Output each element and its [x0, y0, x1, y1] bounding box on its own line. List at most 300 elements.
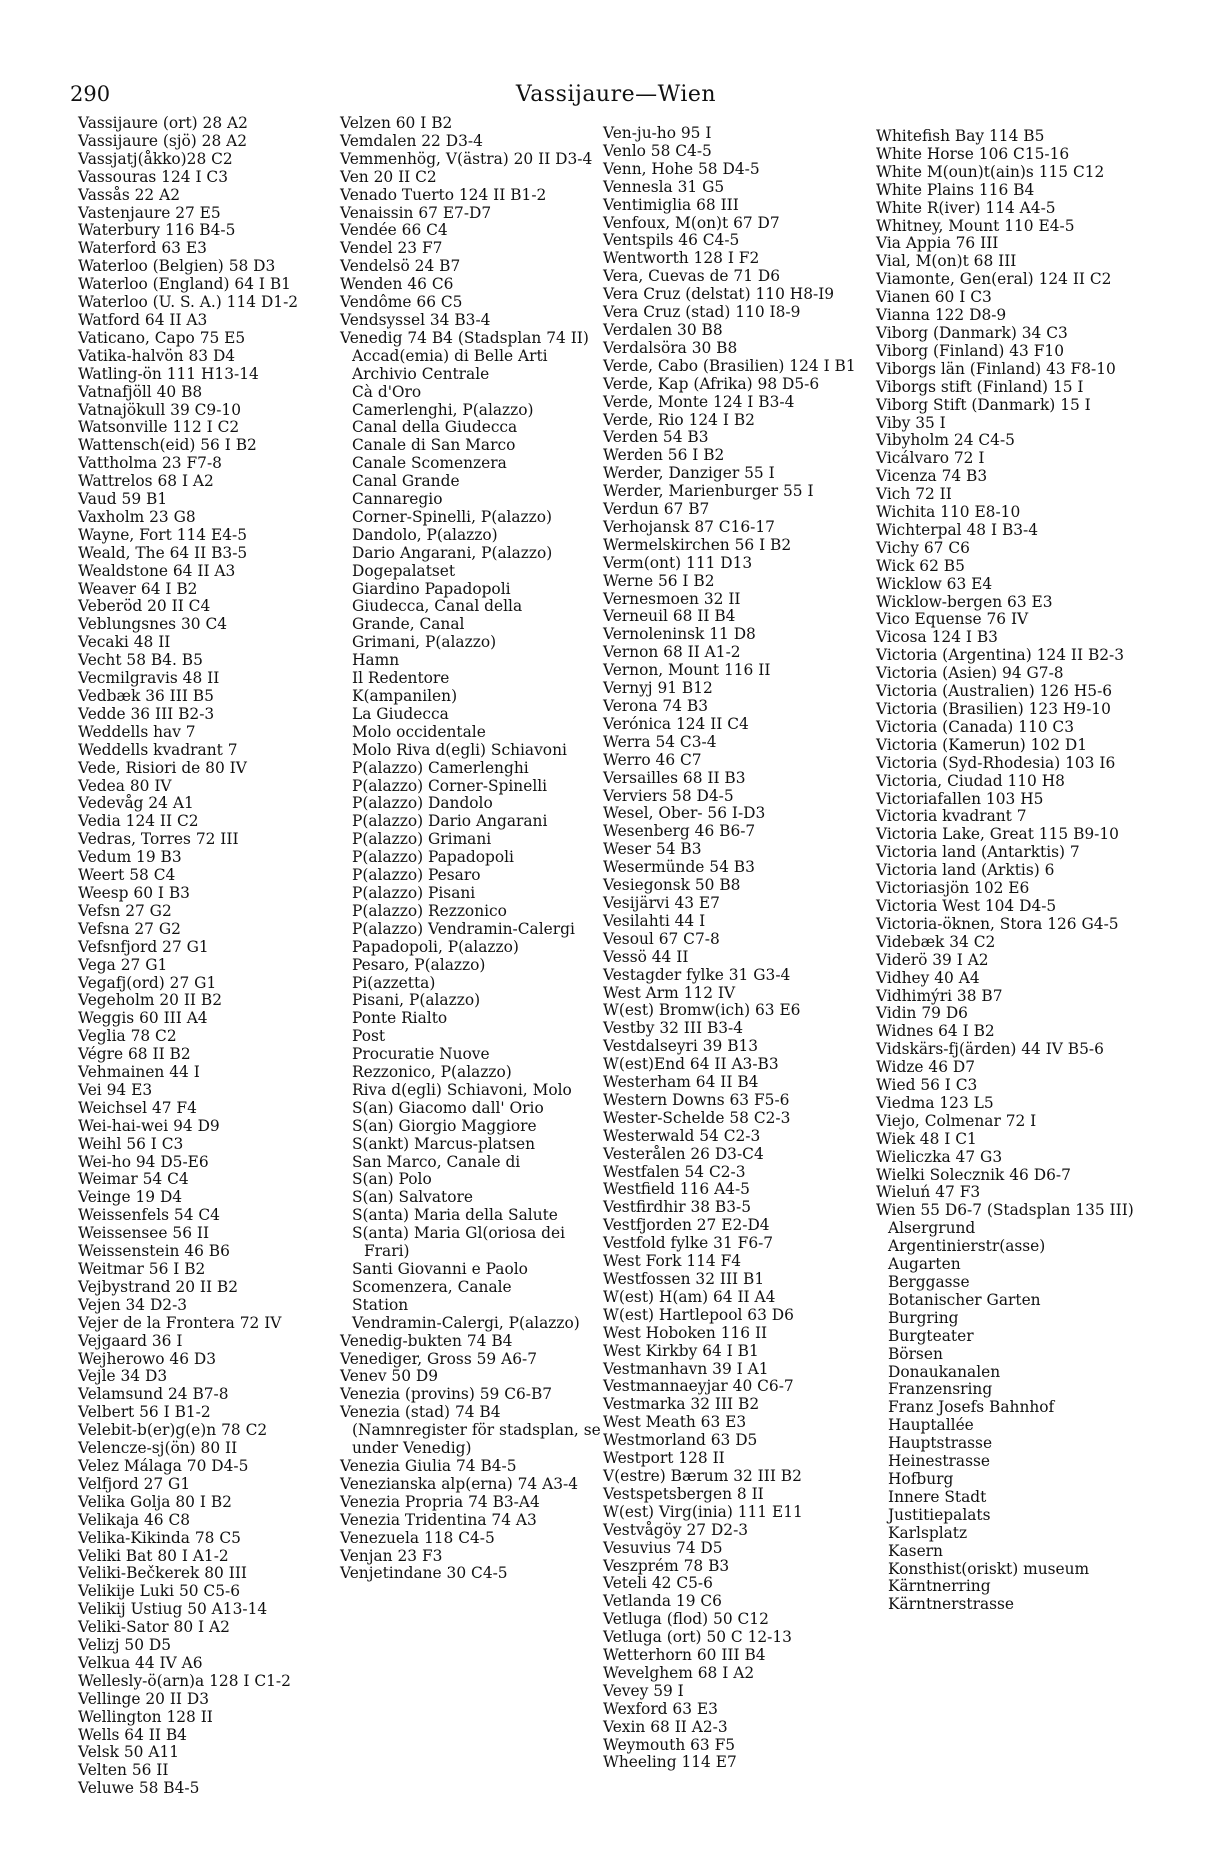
index-entry: Watling-ön 111 H13-14 [78, 364, 259, 383]
index-entry: Westfossen 32 III B1 [603, 1270, 765, 1288]
index-entry: Vassås 22 A2 [78, 185, 181, 204]
index-entry: Vestmanhavn 39 I A1 [603, 1359, 769, 1378]
index-entry: Verdun 67 B7 [603, 500, 710, 519]
index-entry: Weggis 60 III A4 [78, 1009, 208, 1028]
index-entry: West Arm 112 IV [603, 983, 736, 1002]
index-entry: W(est) Bromw(ich) 63 E6 [603, 1001, 801, 1020]
index-entry: Vatnafjöll 40 B8 [78, 382, 203, 401]
index-entry: Vedde 36 III B2-3 [78, 704, 215, 723]
index-entry: Wheeling 114 E7 [603, 1753, 737, 1772]
index-entry: Weddells hav 7 [78, 722, 196, 741]
index-entry: Vattholma 23 F7-8 [78, 454, 222, 473]
index-entry: Vassjatj(åkko)28 C2 [78, 149, 233, 168]
index-entry: Watford 64 II A3 [78, 310, 208, 329]
index-entry: W(est) Virg(inia) 111 E11 [603, 1502, 803, 1521]
index-entry: Viedma 123 L5 [876, 1093, 994, 1112]
index-entry: Vestagder fylke 31 G3-4 [603, 965, 791, 984]
index-entry: Wichita 110 E8-10 [876, 503, 1021, 522]
index-subentry: Corner-Spinelli, P(alazzo) [352, 507, 552, 526]
index-entry: Vedevåg 24 A1 [78, 794, 194, 813]
index-entry: Verdalsöra 30 B8 [603, 338, 738, 357]
index-subentry: P(alazzo) Grimani [352, 830, 492, 849]
index-entry: Verde, Rio 124 I B2 [603, 410, 755, 429]
index-entry: Vesterålen 26 D3-C4 [603, 1144, 764, 1163]
index-entry: Videbæk 34 C2 [876, 932, 996, 951]
index-entry: Viby 35 I [876, 413, 946, 432]
index-entry: Vetluga (ort) 50 C 12-13 [603, 1628, 792, 1647]
index-entry: Werra 54 C3-4 [603, 732, 717, 751]
index-subentry: Argentinierstr(asse) [888, 1237, 1046, 1256]
index-entry: Victoria land (Arktis) 6 [876, 861, 1055, 880]
index-entry: Velzen 60 I B2 [340, 114, 453, 132]
index-entry: Vesuvius 74 D5 [603, 1538, 723, 1557]
index-subentry: Grande, Canal [352, 615, 465, 634]
index-entry: Viborg (Danmark) 34 C3 [876, 323, 1068, 342]
index-subentry: Grimani, P(alazzo) [352, 633, 497, 652]
index-subentry: Station [352, 1295, 409, 1314]
index-subentry: P(alazzo) Camerlenghi [352, 758, 529, 777]
index-entry: Weald, The 64 II B3-5 [78, 543, 248, 562]
index-subentry: Giardino Papadopoli [352, 579, 511, 598]
index-entry: Vestmannaeyjar 40 C6-7 [603, 1377, 794, 1396]
index-subentry: Pi(azzetta) [352, 973, 436, 992]
index-entry: Wick 62 B5 [876, 556, 965, 575]
index-entry: Vidhey 40 A4 [876, 968, 980, 987]
index-subentry: P(alazzo) Pesaro [352, 866, 481, 885]
index-entry: Vaxholm 23 G8 [78, 507, 196, 526]
index-subentry: Botanischer Garten [888, 1290, 1041, 1309]
index-entry: Wieluń 47 F3 [876, 1183, 981, 1202]
index-entry: Victoria (Kamerun) 102 D1 [876, 735, 1088, 754]
index-entry: Westport 128 II [603, 1449, 725, 1468]
index-entry: Westmorland 63 D5 [603, 1431, 758, 1450]
index-entry: Veblungsnes 30 C4 [78, 615, 228, 634]
index-entry: Velamsund 24 B7-8 [78, 1385, 229, 1404]
index-entry: Veliki-Bečkerek 80 III [78, 1564, 247, 1583]
index-entry: Wentworth 128 I F2 [603, 249, 760, 268]
index-subentry: Giudecca, Canal della [352, 597, 523, 616]
index-entry: Weesp 60 I B3 [78, 883, 190, 902]
index-entry: Werder, Marienburger 55 I [603, 482, 814, 501]
index-entry: Vedea 80 IV [78, 776, 172, 795]
index-subentry: Dario Angarani, P(alazzo) [352, 543, 553, 562]
index-entry: Vejgaard 36 I [78, 1331, 183, 1350]
index-entry: Victoria (Syd-Rhodesia) 103 I6 [876, 753, 1116, 772]
index-entry: Werne 56 I B2 [603, 571, 715, 590]
index-entry: Vesijärvi 43 E7 [603, 893, 720, 912]
index-subentry: Innere Stadt [888, 1487, 987, 1506]
index-entry: Vestfjorden 27 E2-D4 [603, 1216, 770, 1235]
index-subentry: Konsthist(oriskt) museum [888, 1559, 1090, 1578]
index-entry: West Hoboken 116 II [603, 1323, 768, 1342]
index-entry: Vaticano, Capo 75 E5 [78, 328, 246, 347]
index-subentry: P(alazzo) Rezzonico [352, 901, 507, 920]
index-subentry: Kasern [888, 1541, 943, 1560]
index-entry: Venfoux, M(on)t 67 D7 [603, 213, 780, 232]
index-entry: Veglia 78 C2 [78, 1027, 177, 1046]
index-entry: Weichsel 47 F4 [78, 1098, 197, 1117]
index-entry: Via Appia 76 III [876, 234, 999, 253]
index-subentry: Canal Grande [352, 472, 460, 491]
index-entry: Vibyholm 24 C4-5 [876, 431, 1015, 450]
index-subentry: Justitiepalats [888, 1505, 991, 1524]
index-entry: Ven 20 II C2 [340, 167, 437, 186]
index-subentry: P(alazzo) Papadopoli [352, 848, 514, 867]
index-entry: Whitefish Bay 114 B5 [876, 127, 1045, 145]
index-entry: Vevey 59 I [603, 1681, 684, 1700]
index-entry: Vidin 79 D6 [876, 1004, 968, 1023]
index-entry: Vatika-halvön 83 D4 [78, 346, 236, 365]
index-entry: Vassouras 124 I C3 [78, 167, 228, 186]
index-subentry: Hamn [352, 651, 400, 670]
index-entry: Venezia Propria 74 B3-A4 [340, 1492, 540, 1511]
index-subentry: S(ankt) Marcus-platsen [352, 1134, 536, 1153]
index-entry: Velikije Luki 50 C5-6 [78, 1582, 240, 1601]
index-column-1 [78, 115, 323, 1798]
index-subentry: S(an) Giacomo dall' Orio [352, 1098, 544, 1117]
index-entry: Vich 72 II [876, 485, 952, 504]
index-entry: W(est) Hartlepool 63 D6 [603, 1305, 794, 1324]
index-entry: Verm(ont) 111 D13 [603, 553, 753, 572]
index-entry: Verden 54 B3 [603, 428, 709, 447]
index-entry: Weymouth 63 F5 [603, 1735, 736, 1754]
index-entry: Wei-ho 94 D5-E6 [78, 1152, 209, 1171]
index-entry: Viborgs stift (Finland) 15 I [876, 377, 1084, 396]
index-entry: Venedig-bukten 74 B4 [340, 1331, 513, 1350]
index-entry: Vesoul 67 C7-8 [603, 929, 720, 948]
index-subentry: S(an) Polo [352, 1170, 432, 1189]
index-subentry: Rezzonico, P(alazzo) [352, 1063, 512, 1082]
index-entry: Velikij Ustiug 50 A13-14 [78, 1600, 268, 1619]
index-entry: Weitmar 56 I B2 [78, 1260, 206, 1278]
index-entry: Verona 74 B3 [603, 697, 708, 715]
index-subentry: Riva d(egli) Schiavoni, Molo [352, 1080, 572, 1099]
index-entry: Vemdalen 22 D3-4 [340, 131, 483, 150]
index-entry: Vassijaure (ort) 28 A2 [78, 114, 248, 132]
index-entry: Wevelghem 68 I A2 [603, 1663, 755, 1682]
index-entry: Wielki Solecznik 46 D6-7 [876, 1165, 1071, 1184]
index-entry: Verde, Kap (Afrika) 98 D5-6 [603, 374, 820, 393]
index-entry: Wenden 46 C6 [340, 275, 454, 294]
index-entry: Vastenjaure 27 E5 [78, 203, 221, 222]
index-subentry: Cannaregio [352, 490, 443, 509]
index-entry: Victoria land (Antarktis) 7 [876, 843, 1080, 862]
index-entry: Viderö 39 I A2 [876, 950, 989, 969]
index-entry: Vefsn 27 G2 [78, 901, 172, 920]
index-entry: Verde, Cabo (Brasilien) 124 I B1 [603, 356, 856, 375]
index-entry: Vera Cruz (stad) 110 I8-9 [603, 303, 801, 322]
index-entry: Vatnajökull 39 C9-10 [78, 400, 241, 419]
index-entry: Velbert 56 I B1-2 [78, 1403, 211, 1422]
index-entry: Wellesly-ö(arn)a 128 I C1-2 [78, 1671, 291, 1690]
index-subentry: Hauptallée [888, 1416, 974, 1435]
index-entry: Wieliczka 47 G3 [876, 1147, 1003, 1166]
index-entry: Vernoleninsk 11 D8 [603, 625, 756, 644]
index-subentry: Augarten [888, 1255, 961, 1274]
index-subentry: Kärntnerstrasse [888, 1595, 1015, 1614]
index-entry: Veluwe 58 B4-5 [78, 1779, 200, 1798]
index-entry: Vestdalseyri 39 B13 [603, 1037, 759, 1056]
index-subentry: Procuratie Nuove [352, 1045, 490, 1064]
index-entry: Velebit-b(er)g(e)n 78 C2 [78, 1421, 268, 1440]
index-entry: Wichterpal 48 I B3-4 [876, 520, 1039, 539]
index-entry: Velizj 50 D5 [78, 1636, 172, 1655]
index-entry: Venezia (provins) 59 C6-B7 [340, 1385, 553, 1404]
index-subentry: Franzensring [888, 1380, 993, 1399]
index-entry: Weddells kvadrant 7 [78, 740, 238, 759]
index-entry: Wattensch(eid) 56 I B2 [78, 436, 257, 455]
index-entry: Wiek 48 I C1 [876, 1129, 977, 1148]
index-entry: Viborgs län (Finland) 43 F8-10 [876, 359, 1116, 378]
index-entry: Vidskärs-fj(ärden) 44 IV B5-6 [876, 1040, 1104, 1059]
index-entry: Widze 46 D7 [876, 1058, 976, 1077]
index-entry: Vellinge 20 II D3 [78, 1689, 209, 1708]
index-subentry: Canale di San Marco [352, 436, 516, 455]
index-entry: Western Downs 63 F5-6 [603, 1090, 790, 1109]
index-subentry: Burgteater [888, 1326, 974, 1345]
index-entry: Velika-Kikinda 78 C5 [78, 1528, 241, 1547]
index-entry: Werder, Danziger 55 I [603, 464, 775, 483]
index-entry: Vianen 60 I C3 [876, 288, 992, 307]
index-entry: White Horse 106 C15-16 [876, 144, 1070, 163]
index-entry: Victoria Lake, Great 115 B9-10 [876, 825, 1119, 844]
index-entry: Werro 46 C7 [603, 750, 702, 769]
index-column-4 [876, 128, 1166, 1614]
index-entry: Victoria West 104 D4-5 [876, 896, 1057, 915]
index-entry: Wien 55 D6-7 (Stadsplan 135 III) [876, 1201, 1134, 1220]
index-entry: Vennesla 31 G5 [603, 177, 725, 196]
index-entry: Wied 56 I C3 [876, 1076, 978, 1095]
index-subentry: Molo occidentale [352, 722, 486, 741]
index-subentry: Berggasse [888, 1273, 970, 1291]
index-subentry: S(an) Salvatore [352, 1188, 473, 1207]
index-entry: Vicosa 124 I B3 [876, 628, 998, 647]
index-entry: Wejherowo 46 D3 [78, 1349, 217, 1368]
index-entry: Wermelskirchen 56 I B2 [603, 535, 792, 554]
index-entry: Verviers 58 D4-5 [603, 786, 734, 805]
index-subentry: Heinestrasse [888, 1452, 990, 1471]
index-entry: Vernon, Mount 116 II [603, 661, 771, 680]
index-entry: Victoria (Canada) 110 C3 [876, 717, 1074, 736]
index-entry: Waterloo (England) 64 I B1 [78, 275, 291, 294]
index-subentry: Karlsplatz [888, 1523, 968, 1542]
index-entry: Viamonte, Gen(eral) 124 II C2 [876, 270, 1112, 289]
index-entry: Vetlanda 19 C6 [603, 1592, 722, 1611]
index-entry: Vedbæk 36 III B5 [78, 687, 214, 705]
index-entry: Vejen 34 D2-3 [78, 1295, 188, 1314]
index-entry: Verneuil 68 II B4 [603, 607, 736, 626]
index-entry: Wesel, Ober- 56 I-D3 [603, 804, 766, 823]
index-column-2 [340, 115, 602, 1583]
index-entry: White R(iver) 114 A4-5 [876, 198, 1056, 217]
index-entry: Wellington 128 II [78, 1707, 213, 1726]
index-subentry: P(alazzo) Pisani [352, 883, 476, 902]
index-entry: Venezianska alp(erna) 74 A3-4 [340, 1474, 579, 1493]
index-entry: Venjetindane 30 C4-5 [340, 1564, 508, 1583]
index-entry: Veteli 42 C5-6 [603, 1574, 713, 1593]
index-entry: Velkua 44 IV A6 [78, 1653, 203, 1672]
index-subentry: K(ampanilen) [352, 687, 458, 705]
index-entry: Westfalen 54 C2-3 [603, 1162, 746, 1181]
index-entry: Vetluga (flod) 50 C12 [603, 1610, 769, 1629]
index-entry: Vaud 59 B1 [78, 490, 168, 509]
index-entry: Vernesmoen 32 II [603, 589, 741, 608]
index-entry: Vernyj 91 B12 [603, 679, 713, 698]
index-subentry: Santi Giovanni e Paolo [352, 1260, 528, 1278]
index-entry: Venezuela 118 C4-5 [340, 1528, 495, 1547]
index-subentry: Cà d'Oro [352, 382, 422, 401]
index-entry: White Plains 116 B4 [876, 180, 1035, 199]
index-subentry: Pesaro, P(alazzo) [352, 955, 486, 974]
index-entry: Vendelsö 24 B7 [340, 257, 461, 276]
index-subentry: S(anta) Maria della Salute [352, 1206, 558, 1225]
index-entry: Vejle 34 D3 [78, 1367, 168, 1386]
index-entry: Wayne, Fort 114 E4-5 [78, 525, 247, 544]
index-subentry: Pisani, P(alazzo) [352, 991, 481, 1010]
index-entry: Venado Tuerto 124 II B1-2 [340, 185, 547, 204]
index-entry: Waterloo (Belgien) 58 D3 [78, 257, 276, 276]
index-entry: Velten 56 II [78, 1761, 169, 1780]
index-entry: Vehmainen 44 I [78, 1063, 200, 1082]
index-entry: Vernon 68 II A1-2 [603, 643, 741, 662]
index-entry: Vestvågöy 27 D2-3 [603, 1520, 749, 1539]
index-entry: White M(oun)t(ain)s 115 C12 [876, 162, 1105, 181]
index-entry: Vidhimýri 38 B7 [876, 986, 1003, 1005]
index-entry: Vegeholm 20 II B2 [78, 991, 222, 1010]
index-entry: Widnes 64 I B2 [876, 1022, 995, 1041]
index-subentry: Dandolo, P(alazzo) [352, 525, 498, 544]
index-entry: Velika Golja 80 I B2 [78, 1492, 232, 1511]
index-entry: Victoria (Brasilien) 123 H9-10 [876, 700, 1111, 718]
index-entry: Végre 68 II B2 [78, 1045, 191, 1064]
index-column-3 [603, 125, 875, 1772]
index-entry: Venev 50 D9 [340, 1367, 439, 1386]
index-subentry: Hauptstrasse [888, 1434, 993, 1453]
index-subentry: Hofburg [888, 1469, 954, 1488]
index-entry: Vera, Cuevas de 71 D6 [603, 267, 781, 286]
index-entry: Venezia Tridentina 74 A3 [340, 1510, 537, 1529]
index-entry: Vesilahti 44 I [603, 911, 706, 930]
index-entry: Weissenstein 46 B6 [78, 1242, 230, 1261]
index-entry: West Meath 63 E3 [603, 1413, 747, 1432]
index-entry: Velfjord 27 G1 [78, 1474, 191, 1493]
page-number: 290 [70, 82, 111, 106]
index-entry: Ventspils 46 C4-5 [603, 231, 740, 250]
index-entry: Verhojansk 87 C16-17 [603, 517, 775, 536]
index-subentry: Alsergrund [888, 1219, 976, 1238]
index-subentry: Camerlenghi, P(alazzo) [352, 400, 534, 419]
index-entry: Venn, Hohe 58 D4-5 [603, 159, 760, 178]
index-subentry: S(anta) Maria Gl(oriosa dei Frari) [352, 1224, 566, 1261]
index-entry: Weihl 56 I C3 [78, 1134, 184, 1153]
index-entry: Vestfirdhir 38 B3-5 [603, 1198, 752, 1217]
index-entry: Venediger, Gross 59 A6-7 [340, 1349, 537, 1368]
index-entry: Venjan 23 F3 [340, 1546, 443, 1565]
index-entry: Vendsyssel 34 B3-4 [340, 310, 491, 329]
index-subentry: Il Redentore [352, 669, 450, 688]
index-entry: Wattrelos 68 I A2 [78, 472, 214, 491]
index-subentry: Ponte Rialto [352, 1009, 448, 1028]
index-entry: Victoria kvadrant 7 [876, 807, 1027, 826]
index-entry: Vendel 23 F7 [340, 239, 443, 258]
index-subentry: Post [352, 1027, 386, 1046]
index-subentry: Vendramin-Calergi, P(alazzo) [352, 1313, 580, 1332]
index-entry: Wei-hai-wei 94 D9 [78, 1116, 220, 1135]
index-entry: Victoria-öknen, Stora 126 G4-5 [876, 914, 1119, 933]
index-subentry: Dogepalatset [352, 561, 456, 580]
index-subentry: P(alazzo) Vendramin-Calergi [352, 919, 575, 938]
index-subentry: San Marco, Canale di [352, 1152, 521, 1171]
index-entry: Ven-ju-ho 95 I [603, 124, 712, 142]
index-subentry: Papadopoli, P(alazzo) [352, 937, 519, 956]
index-entry: Vestby 32 III B3-4 [603, 1019, 744, 1038]
index-entry: Wester-Schelde 58 C2-3 [603, 1108, 791, 1127]
index-entry: Verde, Monte 124 I B3-4 [603, 392, 795, 411]
index-subentry: Kärntnerring [888, 1577, 991, 1596]
index-entry: Vicenza 74 B3 [876, 467, 988, 486]
index-subentry: P(alazzo) Dario Angarani [352, 812, 548, 831]
index-entry: Wicklow-bergen 63 E3 [876, 592, 1053, 611]
index-entry: Vedia 124 II C2 [78, 812, 199, 831]
index-entry: Vianna 122 D8-9 [876, 306, 1007, 325]
index-entry: Vestmarka 32 III B2 [603, 1395, 760, 1414]
index-subentry: S(an) Giorgio Maggiore [352, 1116, 537, 1135]
index-entry: Wells 64 II B4 [78, 1725, 187, 1744]
index-entry: Vichy 67 C6 [876, 538, 970, 557]
index-entry: Viborg (Finland) 43 F10 [876, 341, 1065, 360]
index-entry: Velikaja 46 C8 [78, 1510, 191, 1529]
index-entry: Venaissin 67 E7-D7 [340, 203, 492, 222]
index-entry: Vico Equense 76 IV [876, 610, 1029, 629]
index-entry: Westfield 116 A4-5 [603, 1180, 750, 1199]
index-entry: Velsk 50 A11 [78, 1743, 180, 1762]
index-subentry: Molo Riva d(egli) Schiavoni [352, 740, 567, 759]
index-entry: Vejbystrand 20 II B2 [78, 1277, 239, 1296]
index-entry: Waterford 63 E3 [78, 239, 207, 258]
index-entry: Vecmilgravis 48 II [78, 669, 220, 688]
index-entry: Wealdstone 64 II A3 [78, 561, 236, 580]
index-subentry: P(alazzo) Corner-Spinelli [352, 776, 548, 795]
index-entry: Vemmenhög, V(ästra) 20 II D3-4 [340, 149, 593, 168]
index-entry: Weimar 54 C4 [78, 1170, 189, 1189]
index-entry: Vestfold fylke 31 F6-7 [603, 1234, 774, 1253]
index-entry: Watsonville 112 I C2 [78, 418, 240, 437]
index-entry: Victoria (Asien) 94 G7-8 [876, 664, 1064, 683]
index-entry: Vera Cruz (delstat) 110 H8-I9 [603, 285, 835, 304]
index-entry: Weert 58 C4 [78, 866, 176, 885]
index-entry: Wetterhorn 60 III B4 [603, 1646, 766, 1665]
index-entry: Victoriasjön 102 E6 [876, 879, 1030, 898]
index-entry: Venezia Giulia 74 B4-5 [340, 1456, 517, 1475]
index-subentry: Donaukanalen [888, 1362, 1001, 1381]
index-entry: Vicálvaro 72 I [876, 449, 985, 468]
index-entry: Veinge 19 D4 [78, 1188, 183, 1207]
index-entry: Verdalen 30 B8 [603, 320, 723, 339]
index-entry: West Kirkby 64 I B1 [603, 1341, 759, 1360]
index-entry: Velez Málaga 70 D4-5 [78, 1456, 249, 1475]
index-entry: Weissensee 56 II [78, 1224, 210, 1243]
index-entry: Westerwald 54 C2-3 [603, 1126, 761, 1145]
index-entry: Viborg Stift (Danmark) 15 I [876, 395, 1091, 414]
index-subentry: Archivio Centrale [352, 364, 490, 383]
index-entry: Wexford 63 E3 [603, 1699, 718, 1718]
index-entry: Victoria, Ciudad 110 H8 [876, 771, 1065, 790]
index-subentry: Burgring [888, 1308, 959, 1327]
index-subentry: Scomenzera, Canale [352, 1277, 512, 1296]
index-entry: Waterbury 116 B4-5 [78, 221, 236, 240]
index-entry: Veliki-Sator 80 I A2 [78, 1618, 230, 1637]
index-entry: Vejer de la Frontera 72 IV [78, 1313, 282, 1332]
